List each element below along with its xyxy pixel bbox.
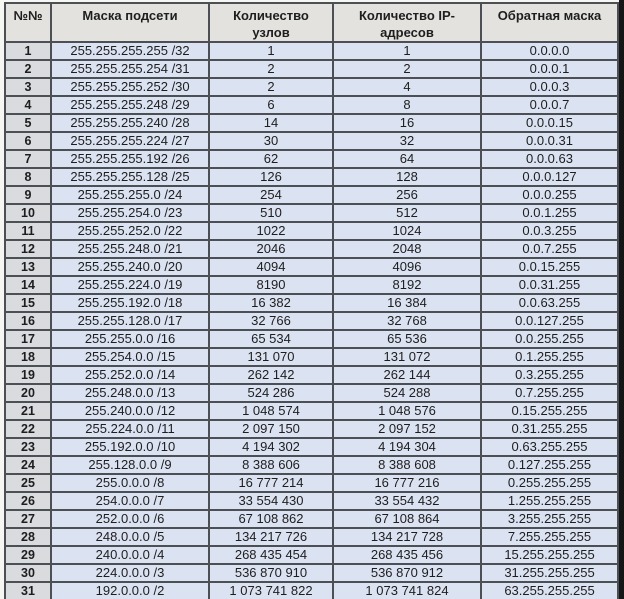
table-row [5, 276, 618, 294]
table-row [5, 402, 618, 420]
column-header-wildcard-mask [481, 3, 618, 42]
wildcard-mask-cell: 1.255.255.255 [481, 492, 618, 510]
node-count-cell: 1022 [209, 222, 333, 240]
subnet-mask-cell: 255.255.255.0 /24 [51, 186, 209, 204]
node-count-cell: 2 [209, 78, 333, 96]
table-row [5, 168, 618, 186]
screen-right-edge [619, 0, 624, 599]
ip-count-cell: 262 144 [333, 366, 481, 384]
row-number-cell: 30 [5, 564, 51, 582]
wildcard-mask-cell: 0.15.255.255 [481, 402, 618, 420]
wildcard-mask-cell: 0.0.31.255 [481, 276, 618, 294]
row-number-cell: 17 [5, 330, 51, 348]
node-count-cell: 32 766 [209, 312, 333, 330]
row-number-cell: 18 [5, 348, 51, 366]
wildcard-mask-cell: 0.0.0.1 [481, 60, 618, 78]
wildcard-mask-cell: 0.3.255.255 [481, 366, 618, 384]
ip-count-cell: 2 097 152 [333, 420, 481, 438]
row-number-cell: 27 [5, 510, 51, 528]
row-number-cell: 6 [5, 132, 51, 150]
row-number-cell: 12 [5, 240, 51, 258]
row-number-cell: 7 [5, 150, 51, 168]
node-count-cell: 8190 [209, 276, 333, 294]
row-number-cell: 11 [5, 222, 51, 240]
table-row [5, 564, 618, 582]
wildcard-mask-cell: 0.0.0.255 [481, 186, 618, 204]
node-count-cell: 67 108 862 [209, 510, 333, 528]
wildcard-mask-cell: 0.0.127.255 [481, 312, 618, 330]
row-number-cell: 1 [5, 42, 51, 60]
table-row [5, 294, 618, 312]
node-count-cell: 65 534 [209, 330, 333, 348]
subnet-mask-cell: 255.255.128.0 /17 [51, 312, 209, 330]
subnet-mask-cell: 255.255.255.248 /29 [51, 96, 209, 114]
ip-count-cell: 32 [333, 132, 481, 150]
subnet-mask-table [4, 2, 619, 599]
subnet-mask-cell: 255.0.0.0 /8 [51, 474, 209, 492]
table-row [5, 348, 618, 366]
ip-count-cell: 268 435 456 [333, 546, 481, 564]
ip-count-cell: 524 288 [333, 384, 481, 402]
node-count-cell: 126 [209, 168, 333, 186]
ip-count-cell: 32 768 [333, 312, 481, 330]
node-count-cell: 8 388 606 [209, 456, 333, 474]
table-row [5, 546, 618, 564]
subnet-mask-cell: 255.255.255.255 /32 [51, 42, 209, 60]
row-number-cell: 20 [5, 384, 51, 402]
subnet-mask-cell: 255.252.0.0 /14 [51, 366, 209, 384]
row-number-cell: 3 [5, 78, 51, 96]
table-row [5, 186, 618, 204]
node-count-cell: 4 194 302 [209, 438, 333, 456]
ip-count-cell: 1024 [333, 222, 481, 240]
row-number-cell: 24 [5, 456, 51, 474]
table-row [5, 330, 618, 348]
subnet-mask-cell: 252.0.0.0 /6 [51, 510, 209, 528]
ip-count-cell: 134 217 728 [333, 528, 481, 546]
ip-count-cell: 65 536 [333, 330, 481, 348]
subnet-mask-cell: 255.128.0.0 /9 [51, 456, 209, 474]
node-count-cell: 2 097 150 [209, 420, 333, 438]
table-row [5, 528, 618, 546]
node-count-cell: 524 286 [209, 384, 333, 402]
table-row [5, 438, 618, 456]
table-row [5, 456, 618, 474]
table-row [5, 474, 618, 492]
table-row [5, 420, 618, 438]
node-count-cell: 33 554 430 [209, 492, 333, 510]
wildcard-mask-cell: 3.255.255.255 [481, 510, 618, 528]
table-row [5, 150, 618, 168]
row-number-cell: 16 [5, 312, 51, 330]
subnet-mask-cell: 255.224.0.0 /11 [51, 420, 209, 438]
wildcard-mask-cell: 7.255.255.255 [481, 528, 618, 546]
row-number-cell: 9 [5, 186, 51, 204]
table-row [5, 492, 618, 510]
subnet-mask-cell: 248.0.0.0 /5 [51, 528, 209, 546]
subnet-mask-cell: 255.255.0.0 /16 [51, 330, 209, 348]
row-number-cell: 14 [5, 276, 51, 294]
node-count-cell: 30 [209, 132, 333, 150]
ip-count-cell: 16 384 [333, 294, 481, 312]
table-row [5, 204, 618, 222]
node-count-cell: 1 073 741 822 [209, 582, 333, 599]
ip-count-cell: 8 [333, 96, 481, 114]
ip-count-cell: 16 777 216 [333, 474, 481, 492]
node-count-cell: 14 [209, 114, 333, 132]
row-number-cell: 22 [5, 420, 51, 438]
subnet-mask-cell: 255.255.254.0 /23 [51, 204, 209, 222]
ip-count-cell: 4 194 304 [333, 438, 481, 456]
column-header-label: Обратная маска [497, 8, 602, 23]
wildcard-mask-cell: 0.0.0.63 [481, 150, 618, 168]
ip-count-cell: 1 073 741 824 [333, 582, 481, 599]
row-number-cell: 5 [5, 114, 51, 132]
node-count-cell: 2046 [209, 240, 333, 258]
subnet-mask-cell: 255.255.240.0 /20 [51, 258, 209, 276]
wildcard-mask-cell: 0.7.255.255 [481, 384, 618, 402]
ip-count-cell: 67 108 864 [333, 510, 481, 528]
row-number-cell: 15 [5, 294, 51, 312]
column-header-row-number [5, 3, 51, 42]
ip-count-cell: 256 [333, 186, 481, 204]
table-row [5, 114, 618, 132]
row-number-cell: 29 [5, 546, 51, 564]
table-row [5, 366, 618, 384]
node-count-cell: 6 [209, 96, 333, 114]
ip-count-cell: 4096 [333, 258, 481, 276]
ip-count-cell: 512 [333, 204, 481, 222]
ip-count-cell: 1 048 576 [333, 402, 481, 420]
subnet-mask-cell: 255.255.255.240 /28 [51, 114, 209, 132]
column-header-subnet-mask [51, 3, 209, 42]
table-row [5, 222, 618, 240]
node-count-cell: 254 [209, 186, 333, 204]
row-number-cell: 13 [5, 258, 51, 276]
wildcard-mask-cell: 15.255.255.255 [481, 546, 618, 564]
ip-count-cell: 128 [333, 168, 481, 186]
subnet-mask-cell: 240.0.0.0 /4 [51, 546, 209, 564]
row-number-cell: 28 [5, 528, 51, 546]
wildcard-mask-cell: 0.0.3.255 [481, 222, 618, 240]
subnet-mask-cell: 255.254.0.0 /15 [51, 348, 209, 366]
wildcard-mask-cell: 0.255.255.255 [481, 474, 618, 492]
wildcard-mask-cell: 0.0.63.255 [481, 294, 618, 312]
table-row [5, 42, 618, 60]
node-count-cell: 134 217 726 [209, 528, 333, 546]
ip-count-cell: 1 [333, 42, 481, 60]
table-row [5, 240, 618, 258]
subnet-mask-cell: 224.0.0.0 /3 [51, 564, 209, 582]
column-header-label: Количество IP-адресов [359, 8, 455, 40]
node-count-cell: 4094 [209, 258, 333, 276]
row-number-cell: 23 [5, 438, 51, 456]
subnet-mask-cell: 255.255.255.128 /25 [51, 168, 209, 186]
column-header-label: Маска подсети [82, 8, 178, 23]
wildcard-mask-cell: 0.31.255.255 [481, 420, 618, 438]
subnet-mask-cell: 255.255.255.192 /26 [51, 150, 209, 168]
ip-count-cell: 16 [333, 114, 481, 132]
ip-count-cell: 8192 [333, 276, 481, 294]
table-row [5, 384, 618, 402]
row-number-cell: 31 [5, 582, 51, 599]
node-count-cell: 16 777 214 [209, 474, 333, 492]
node-count-cell: 16 382 [209, 294, 333, 312]
row-number-cell: 8 [5, 168, 51, 186]
table-row [5, 96, 618, 114]
wildcard-mask-cell: 0.0.0.127 [481, 168, 618, 186]
table-header [5, 3, 618, 42]
wildcard-mask-cell: 31.255.255.255 [481, 564, 618, 582]
wildcard-mask-cell: 0.0.255.255 [481, 330, 618, 348]
wildcard-mask-cell: 0.0.7.255 [481, 240, 618, 258]
subnet-mask-cell: 255.255.252.0 /22 [51, 222, 209, 240]
node-count-cell: 131 070 [209, 348, 333, 366]
ip-count-cell: 2 [333, 60, 481, 78]
table-row [5, 78, 618, 96]
subnet-mask-cell: 254.0.0.0 /7 [51, 492, 209, 510]
wildcard-mask-cell: 0.1.255.255 [481, 348, 618, 366]
subnet-mask-cell: 255.255.255.252 /30 [51, 78, 209, 96]
wildcard-mask-cell: 0.0.1.255 [481, 204, 618, 222]
subnet-mask-cell: 255.255.255.254 /31 [51, 60, 209, 78]
ip-count-cell: 131 072 [333, 348, 481, 366]
ip-count-cell: 33 554 432 [333, 492, 481, 510]
row-number-cell: 19 [5, 366, 51, 384]
wildcard-mask-cell: 0.0.0.31 [481, 132, 618, 150]
wildcard-mask-cell: 0.63.255.255 [481, 438, 618, 456]
node-count-cell: 268 435 454 [209, 546, 333, 564]
table-row [5, 312, 618, 330]
subnet-mask-cell: 255.255.192.0 /18 [51, 294, 209, 312]
ip-count-cell: 536 870 912 [333, 564, 481, 582]
wildcard-mask-cell: 0.127.255.255 [481, 456, 618, 474]
column-header-label: №№ [13, 8, 43, 23]
table-row [5, 510, 618, 528]
subnet-mask-cell: 255.240.0.0 /12 [51, 402, 209, 420]
node-count-cell: 536 870 910 [209, 564, 333, 582]
row-number-cell: 25 [5, 474, 51, 492]
wildcard-mask-cell: 0.0.0.15 [481, 114, 618, 132]
ip-count-cell: 4 [333, 78, 481, 96]
node-count-cell: 262 142 [209, 366, 333, 384]
node-count-cell: 510 [209, 204, 333, 222]
wildcard-mask-cell: 0.0.15.255 [481, 258, 618, 276]
table-row [5, 132, 618, 150]
ip-count-cell: 8 388 608 [333, 456, 481, 474]
table-row [5, 258, 618, 276]
node-count-cell: 2 [209, 60, 333, 78]
node-count-cell: 1 048 574 [209, 402, 333, 420]
ip-count-cell: 2048 [333, 240, 481, 258]
row-number-cell: 2 [5, 60, 51, 78]
subnet-mask-cell: 255.192.0.0 /10 [51, 438, 209, 456]
column-header-label: Количество узлов [233, 8, 309, 40]
row-number-cell: 26 [5, 492, 51, 510]
row-number-cell: 4 [5, 96, 51, 114]
row-number-cell: 10 [5, 204, 51, 222]
node-count-cell: 1 [209, 42, 333, 60]
subnet-mask-cell: 255.248.0.0 /13 [51, 384, 209, 402]
ip-count-cell: 64 [333, 150, 481, 168]
subnet-mask-cell: 255.255.224.0 /19 [51, 276, 209, 294]
wildcard-mask-cell: 0.0.0.0 [481, 42, 618, 60]
subnet-mask-cell: 255.255.248.0 /21 [51, 240, 209, 258]
subnet-mask-cell: 255.255.255.224 /27 [51, 132, 209, 150]
node-count-cell: 62 [209, 150, 333, 168]
table-body [5, 42, 618, 599]
wildcard-mask-cell: 0.0.0.3 [481, 78, 618, 96]
wildcard-mask-cell: 63.255.255.255 [481, 582, 618, 599]
header-row [5, 3, 618, 42]
wildcard-mask-cell: 0.0.0.7 [481, 96, 618, 114]
table-row [5, 582, 618, 599]
row-number-cell: 21 [5, 402, 51, 420]
table-row [5, 60, 618, 78]
subnet-mask-cell: 192.0.0.0 /2 [51, 582, 209, 599]
column-header-node-count [209, 3, 333, 42]
column-header-ip-count [333, 3, 481, 42]
